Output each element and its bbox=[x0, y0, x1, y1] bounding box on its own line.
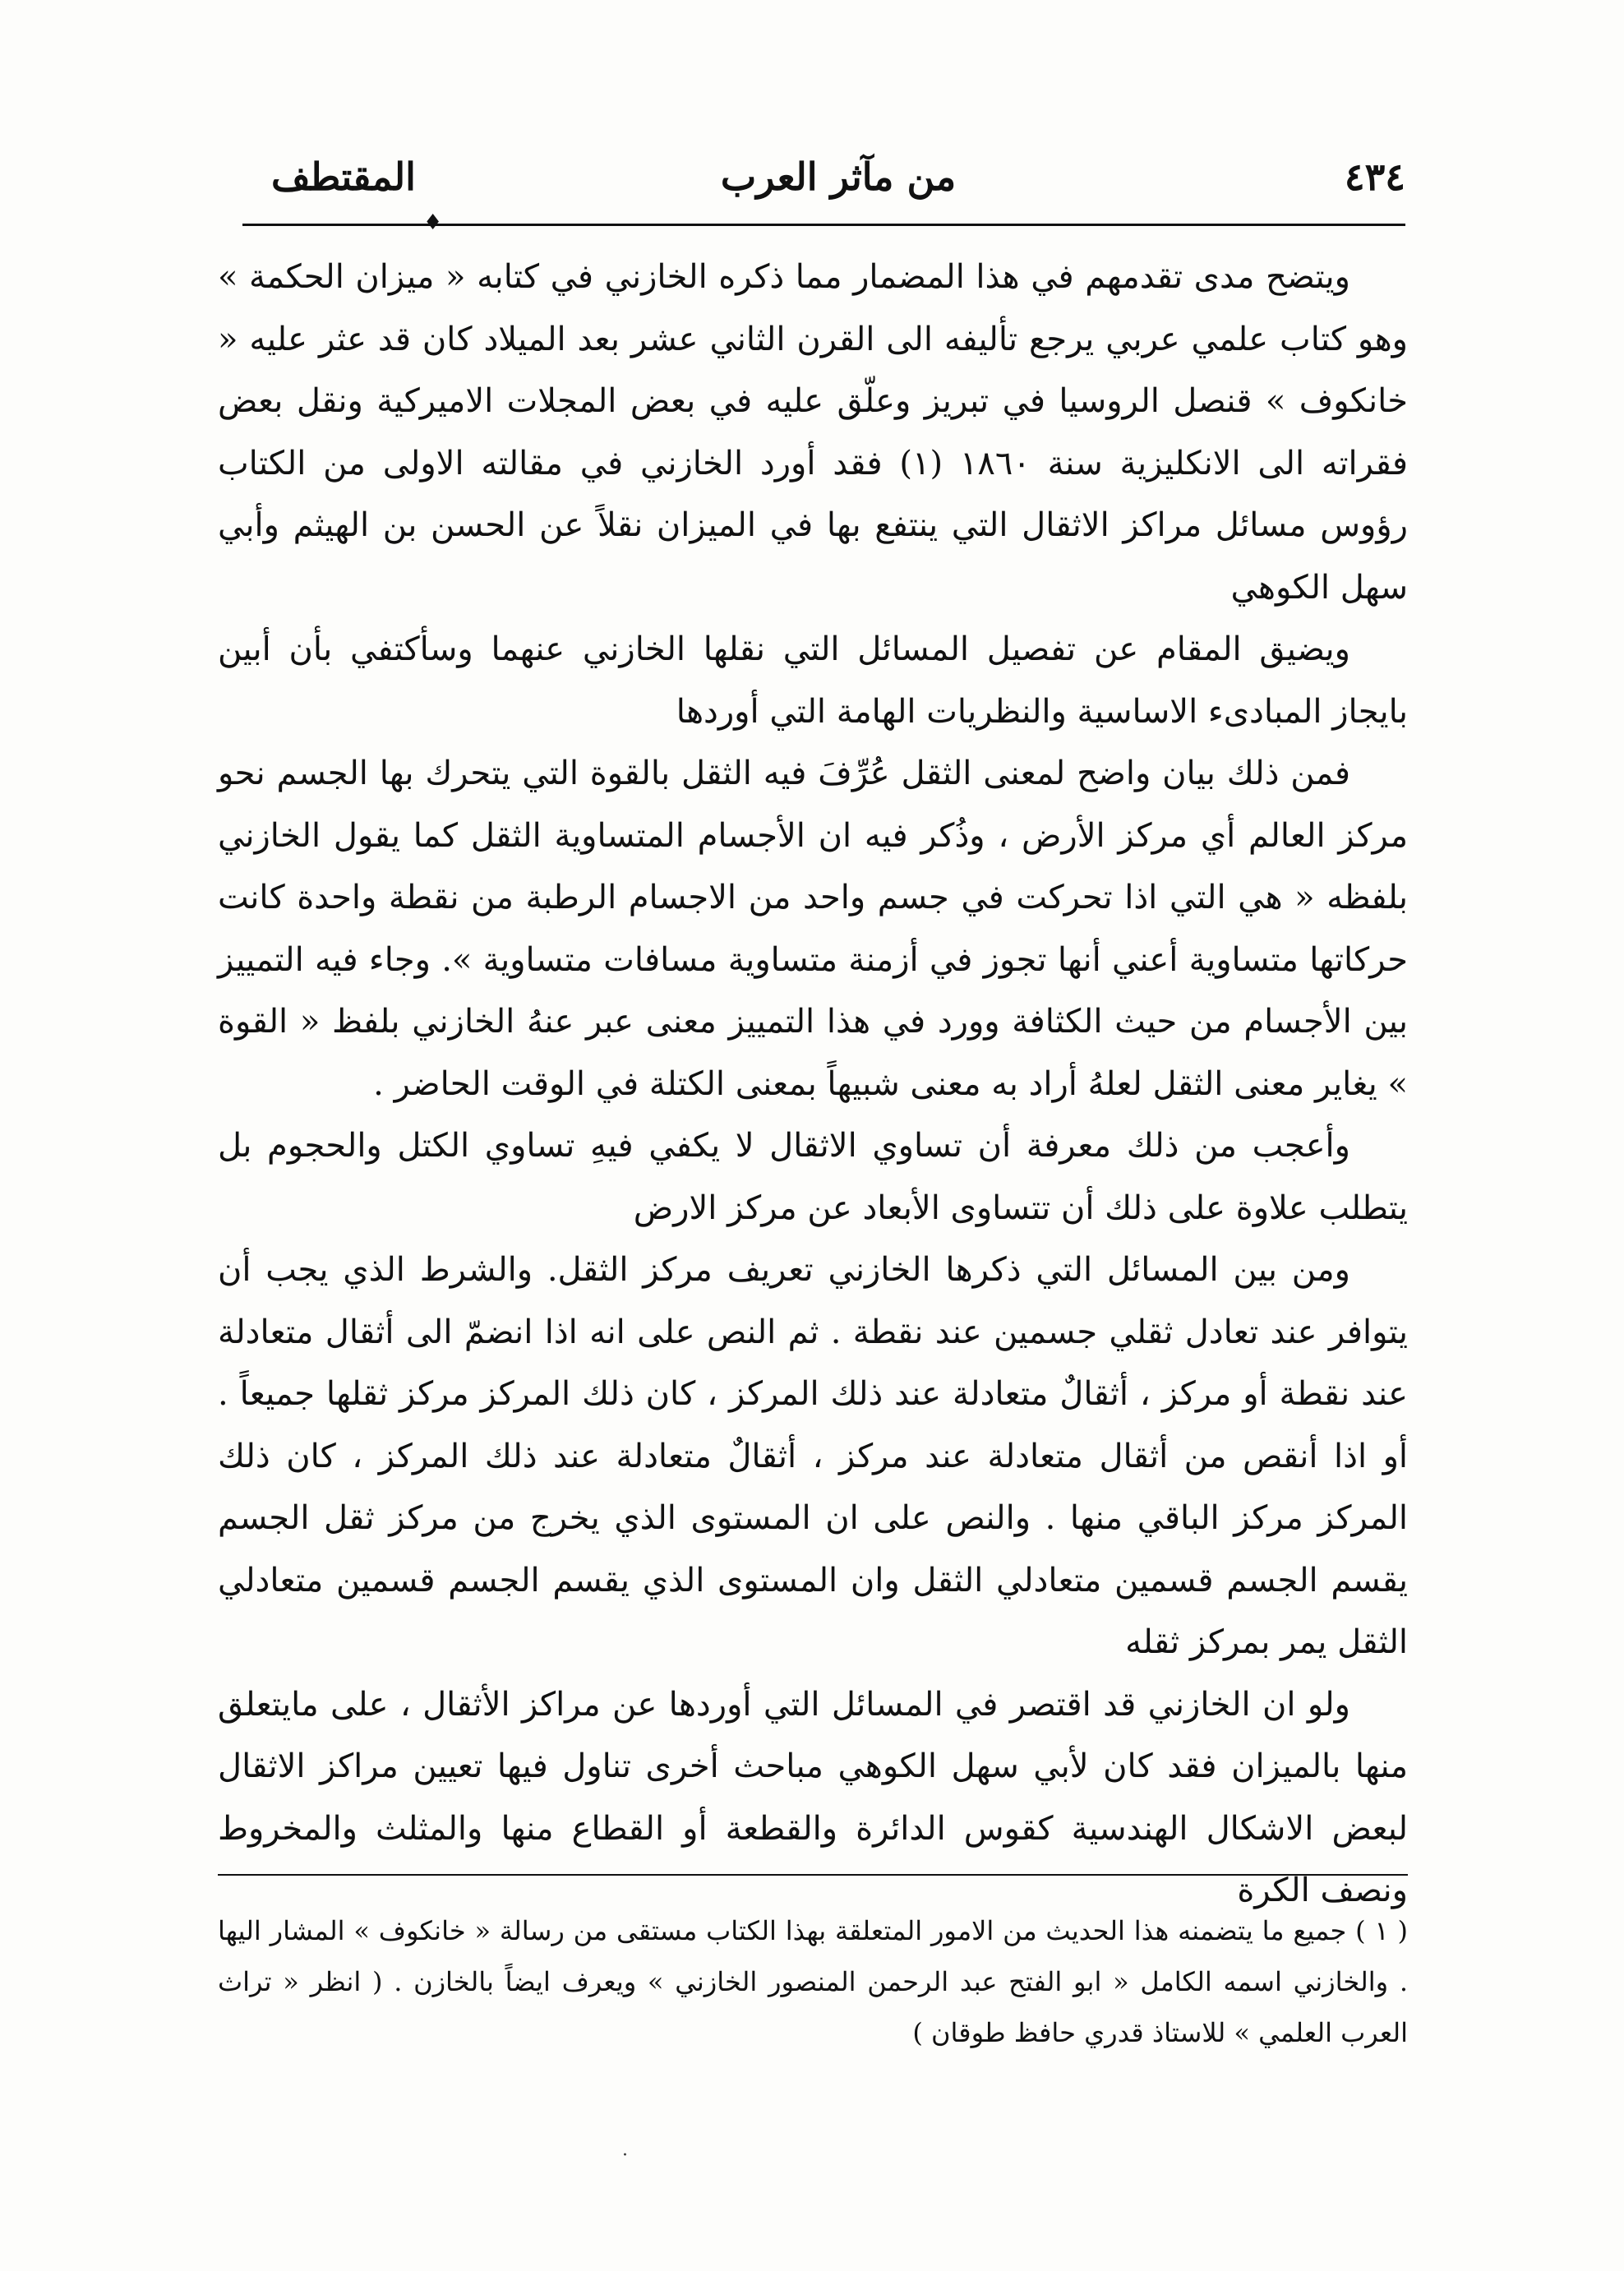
paragraph-1: ويتضح مدى تقدمهم في هذا المضمار مما ذكره الخازني في كتابه « ميزان الحكمة » وهو كتاب علمي عربي يرجع تأليفه الى القرن الثاني عشر بعد الميلاد كان قد عثر عليه « خانكوف » قنصل الروسيا في تبريز وعلّق عليه في بعض المجلات الاميركية ونقل بعض فقراته الى الانكليزية سنة ١٨٦٠ (١) فقد أورد الخازني في مقالته الاولى من الكتاب رؤوس مسائل مراكز الاثقال التي ينتفع بها في الميزان نقلاً عن الحسن بن الهيثم وأبي سهل الكوهي bbox=[218, 258, 1409, 607]
page-mark: · bbox=[622, 2145, 628, 2166]
page-number: ٤٣٤ bbox=[1344, 155, 1405, 199]
paragraph-3: فمن ذلك بيان واضح لمعنى الثقل عُرِّفَ فيه الثقل بالقوة التي يتحرك بها الجسم نحو مركز العالم أي مركز الأرض ، وذُكر فيه ان الأجسام المتساوية الثقل كما يقول الخازني بلفظه « هي التي اذا تحركت في جسم واحد من الاجسام الرطبة من نقطة واحدة كانت حركاتها متساوية أعني أنها تجوز في أزمنة متساوية مسافات متساوية ». وجاء فيه التمييز بين الأجسام من حيث الكثافة وورد في هذا التمييز معنى عبر عنهُ الخازني بلفظ « القوة » يغاير معنى الثقل لعلهُ أراد به معنى شبيهاً بمعنى الكتلة في الوقت الحاضر . bbox=[218, 755, 1408, 1103]
footnote-rule bbox=[218, 1874, 1408, 1876]
journal-name: المقتطف bbox=[271, 155, 416, 199]
paragraph-5: ومن بين المسائل التي ذكرها الخازني تعريف مركز الثقل. والشرط الذي يجب أن يتوافر عند تعادل ثقلي جسمين عند نقطة . ثم النص على انه اذا انضمّ الى أثقال متعادلة عند نقطة أو مركز ، أثقالٌ متعادلة عند ذلك المركز ، كان ذلك المركز مركز ثقلها جميعاً . أو اذا أنقص من أثقال متعادلة عند مركز ، أثقالٌ متعادلة عند ذلك المركز ، كان ذلك المركز مركز الباقي منها . والنص على ان المستوى الذي يخرج من مركز ثقل الجسم يقسم الجسم قسمين متعادلي الثقل وان المستوى الذي يقسم الجسم قسمين متعادلي الثقل يمر بمركز ثقله bbox=[218, 1251, 1408, 1661]
running-header bbox=[271, 144, 1405, 210]
section-title: من مآثر العرب bbox=[720, 155, 957, 199]
header-rule bbox=[242, 224, 1405, 226]
article-body bbox=[218, 247, 1408, 1923]
rule-ornament-icon: ♦ bbox=[423, 210, 443, 235]
paragraph-2: ويضيق المقام عن تفصيل المسائل التي نقلها الخازني عنهما وسأكتفي بأن أبين بايجاز المبادىء الاساسية والنظريات الهامة التي أوردها bbox=[218, 630, 1408, 731]
footnote-1: ( ١ ) جميع ما يتضمنه هذا الحديث من الامور المتعلقة بهذا الكتاب مستقى من رسالة « خانكوف » المشار اليها . والخازني اسمه الكامل « ابو الفتح عبد الرحمن المنصور الخازني » ويعرف ايضاً بالخازن . ( انظر « تراث العرب العلمي » للاستاذ قدري حافظ طوقان ) bbox=[218, 1915, 1409, 2048]
footnotes bbox=[218, 1905, 1408, 2058]
paragraph-6: ولو ان الخازني قد اقتصر في المسائل التي أوردها عن مراكز الأثقال ، على مايتعلق منها بالميزان فقد كان لأبي سهل الكوهي مباحث أخرى تناول فيها تعيين مراكز الاثقال لبعض الاشكال الهندسية كقوس الدائرة والقطعة أو القطاع منها والمثلث والمخروط ونصف الكرة bbox=[218, 1685, 1408, 1909]
paragraph-4: وأعجب من ذلك معرفة أن تساوي الاثقال لا يكفي فيهِ تساوي الكتل والحجوم بل يتطلب علاوة على ذلك أن تتساوى الأبعاد عن مركز الارض bbox=[218, 1127, 1408, 1227]
